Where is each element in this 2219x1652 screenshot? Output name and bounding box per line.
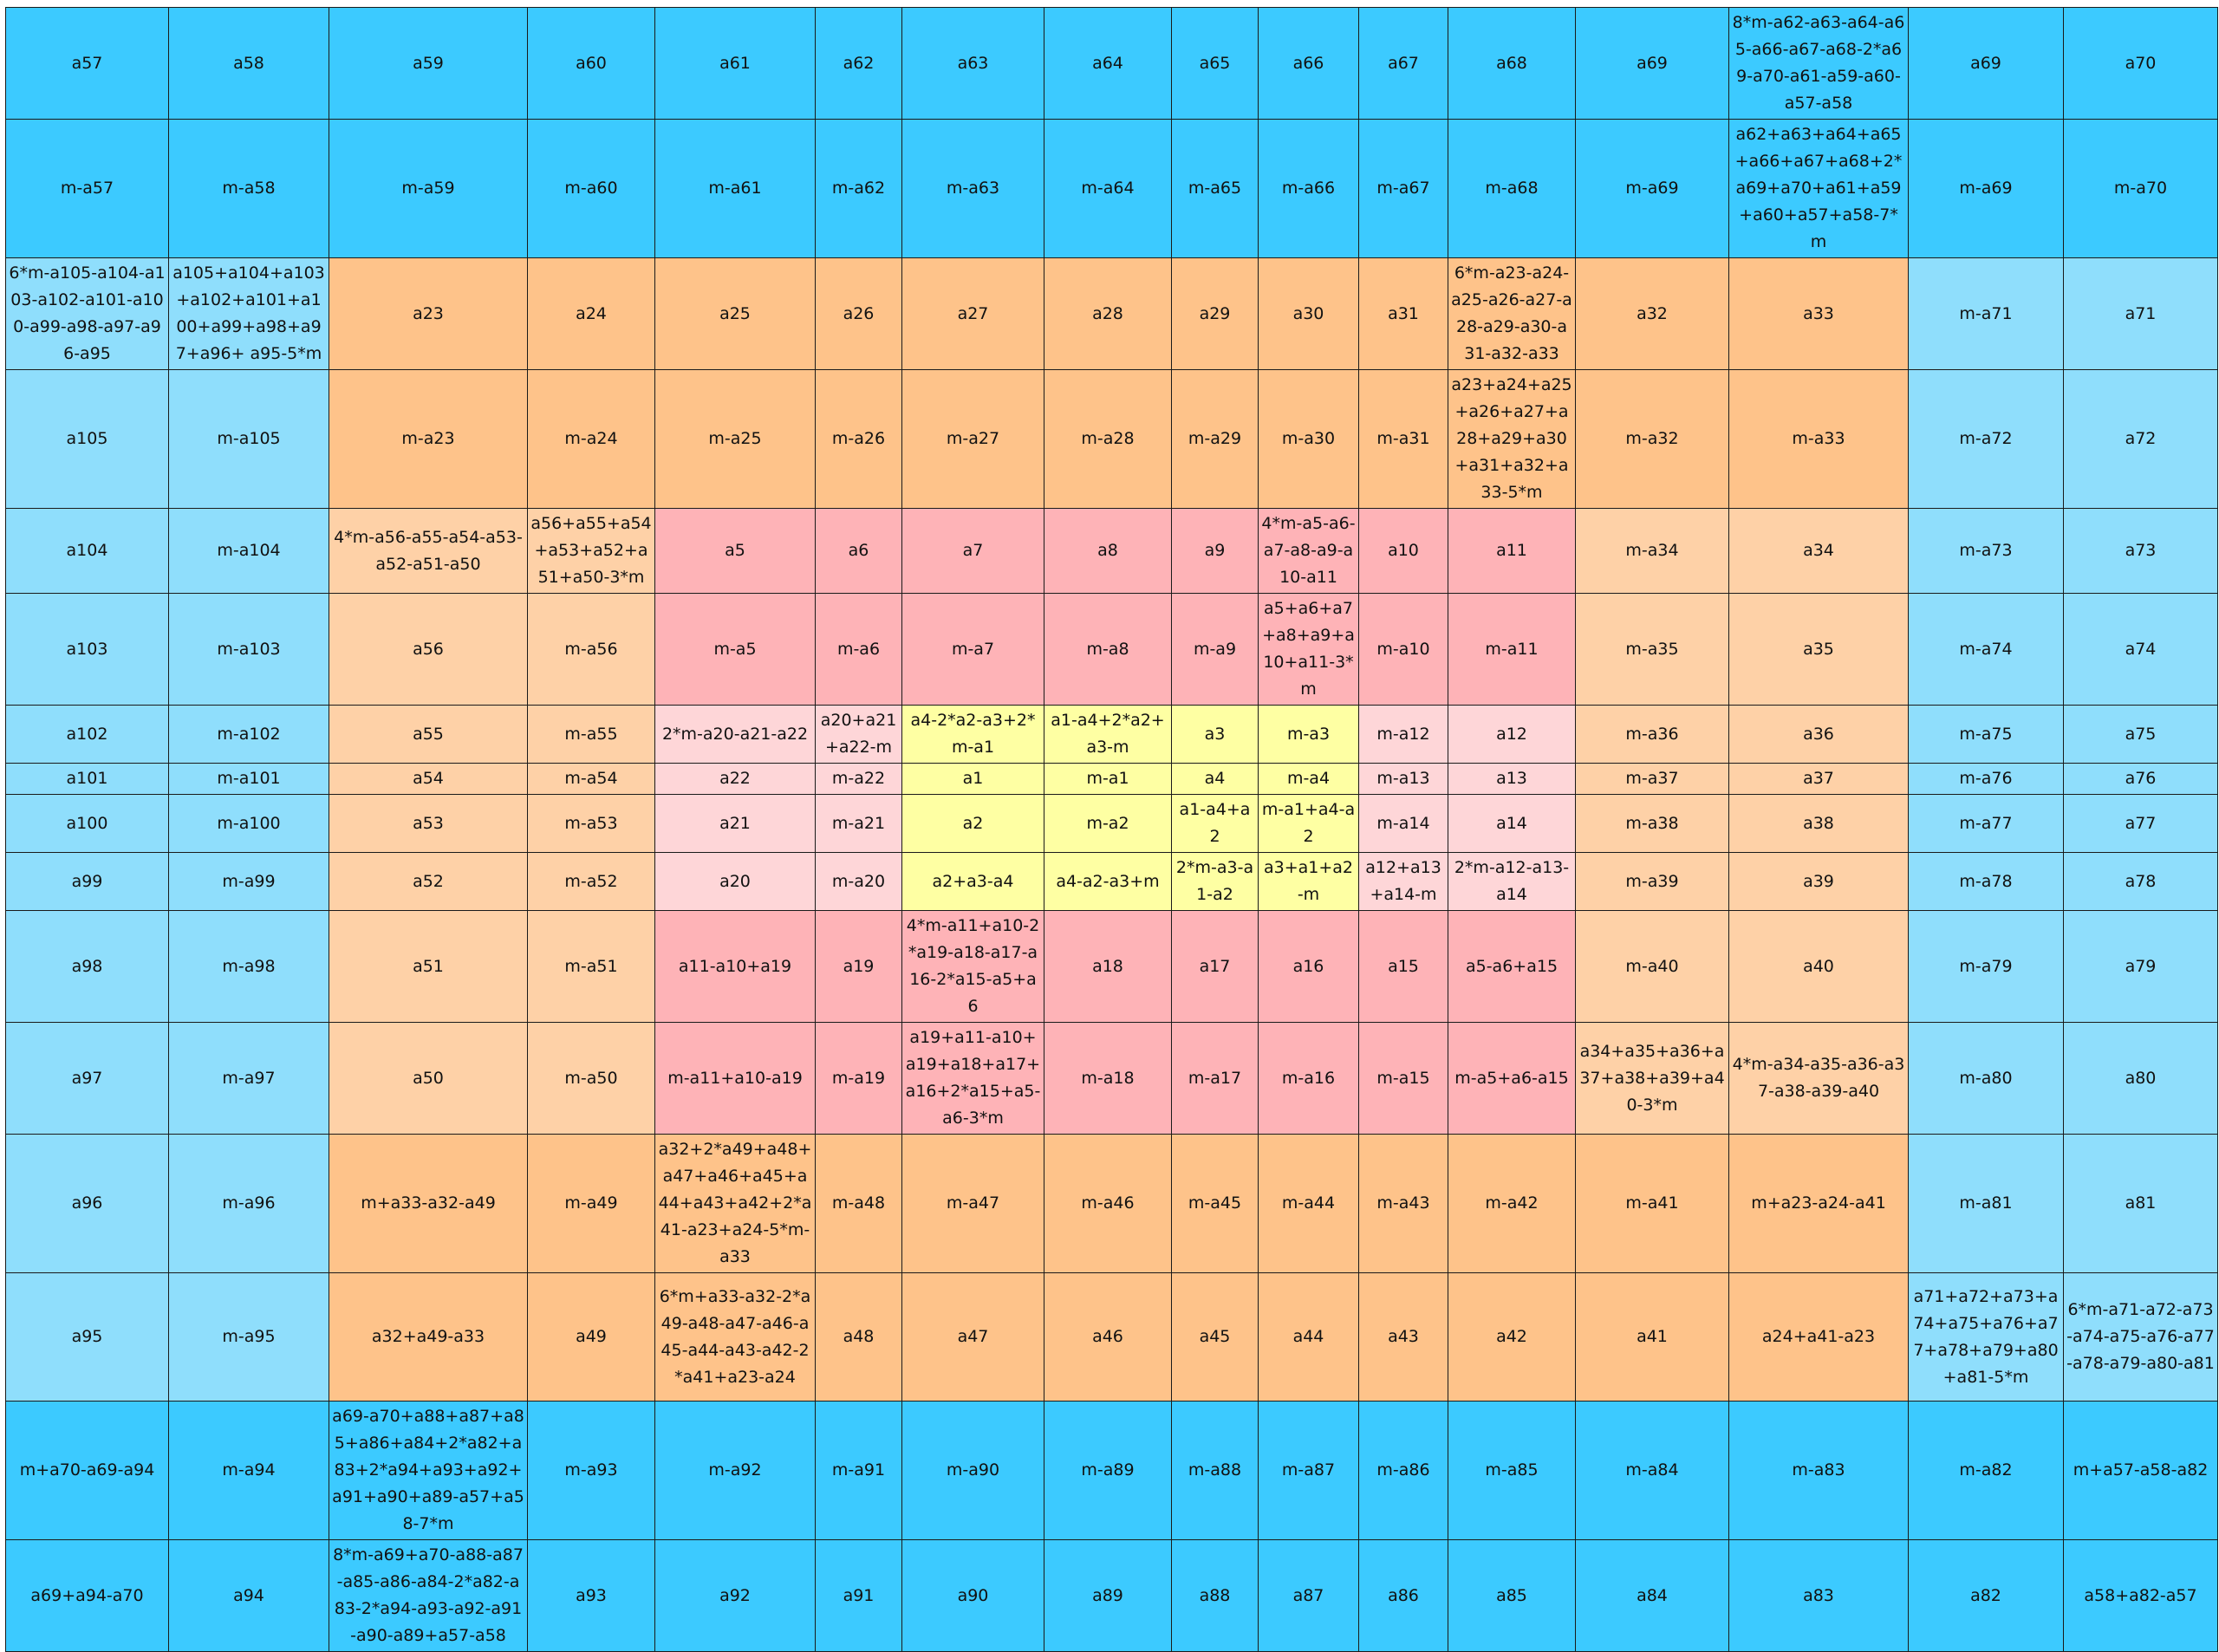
grid-cell: a59: [329, 8, 528, 120]
grid-cell: m-a88: [1172, 1402, 1259, 1540]
grid-cell: a64: [1044, 8, 1172, 120]
grid-row: [6, 1023, 2218, 1135]
grid-cell: a57: [6, 8, 169, 120]
grid-cell: a103: [6, 594, 169, 706]
grid-cell: a68: [1448, 8, 1576, 120]
grid-cell: a23+a24+a25+a26+a27+a28+a29+a30+a31+a32+a33-5*m: [1448, 370, 1576, 509]
grid-cell: m-a52: [528, 853, 655, 911]
grid-cell: a82: [1909, 1540, 2064, 1652]
grid-cell: m-a56: [528, 594, 655, 706]
grid-cell: a25: [655, 258, 816, 370]
grid-cell: a12+a13+a14-m: [1359, 853, 1448, 911]
grid-cell: m-a41: [1576, 1135, 1729, 1273]
grid-cell: m-a43: [1359, 1135, 1448, 1273]
grid-cell: a98: [6, 911, 169, 1023]
grid-cell: m-a24: [528, 370, 655, 509]
grid-cell: 6*m-a105-a104-a103-a102-a101-a100-a99-a98-a97-a96-a95: [6, 258, 169, 370]
grid-cell: a50: [329, 1023, 528, 1135]
grid-cell: a105: [6, 370, 169, 509]
grid-row: [6, 706, 2218, 764]
grid-cell: a93: [528, 1540, 655, 1652]
grid-cell: a32+a49-a33: [329, 1273, 528, 1402]
grid-cell: m-a78: [1909, 853, 2064, 911]
grid-cell: a55: [329, 706, 528, 764]
grid-cell: m-a10: [1359, 594, 1448, 706]
grid-cell: a47: [902, 1273, 1044, 1402]
grid-cell: a13: [1448, 764, 1576, 795]
grid-cell: a101: [6, 764, 169, 795]
grid-row: [6, 1273, 2218, 1402]
grid-cell: a32: [1576, 258, 1729, 370]
grid-cell: m-a59: [329, 120, 528, 258]
grid-cell: a63: [902, 8, 1044, 120]
grid-cell: 2*m-a12-a13-a14: [1448, 853, 1576, 911]
grid-cell: m-a34: [1576, 509, 1729, 594]
grid-cell: a100: [6, 795, 169, 853]
grid-cell: m-a103: [169, 594, 329, 706]
grid-cell: a85: [1448, 1540, 1576, 1652]
grid-row: [6, 853, 2218, 911]
grid-cell: m+a70-a69-a94: [6, 1402, 169, 1540]
grid-cell: m-a44: [1259, 1135, 1359, 1273]
grid-cell: m-a9: [1172, 594, 1259, 706]
grid-cell: a56: [329, 594, 528, 706]
grid-cell: a67: [1359, 8, 1448, 120]
grid-cell: a52: [329, 853, 528, 911]
grid-cell: m-a42: [1448, 1135, 1576, 1273]
grid-cell: m-a16: [1259, 1023, 1359, 1135]
grid-cell: a99: [6, 853, 169, 911]
grid-cell: m-a60: [528, 120, 655, 258]
grid-cell: m-a69: [1909, 120, 2064, 258]
grid-cell: a90: [902, 1540, 1044, 1652]
grid-cell: a6: [816, 509, 902, 594]
grid-cell: m-a70: [2064, 120, 2218, 258]
grid-cell: a33: [1729, 258, 1909, 370]
grid-row: [6, 509, 2218, 594]
grid-cell: a7: [902, 509, 1044, 594]
grid-cell: a34: [1729, 509, 1909, 594]
grid-cell: a5-a6+a15: [1448, 911, 1576, 1023]
grid-cell: m-a27: [902, 370, 1044, 509]
grid-cell: a30: [1259, 258, 1359, 370]
grid-cell: m-a65: [1172, 120, 1259, 258]
grid-cell: a94: [169, 1540, 329, 1652]
grid-cell: m-a3: [1259, 706, 1359, 764]
grid-cell: m-a97: [169, 1023, 329, 1135]
grid-cell: m-a6: [816, 594, 902, 706]
grid-cell: a58: [169, 8, 329, 120]
grid-cell: a11-a10+a19: [655, 911, 816, 1023]
grid-row: [6, 1540, 2218, 1652]
grid-cell: m-a68: [1448, 120, 1576, 258]
grid-cell: a3: [1172, 706, 1259, 764]
grid-cell: m-a29: [1172, 370, 1259, 509]
grid-cell: m-a79: [1909, 911, 2064, 1023]
grid-cell: m-a64: [1044, 120, 1172, 258]
grid-cell: a51: [329, 911, 528, 1023]
grid-cell: m-a36: [1576, 706, 1729, 764]
grid-cell: a18: [1044, 911, 1172, 1023]
grid-cell: a12: [1448, 706, 1576, 764]
grid-cell: 2*m-a3-a1-a2: [1172, 853, 1259, 911]
grid-cell: m-a82: [1909, 1402, 2064, 1540]
grid-row: [6, 911, 2218, 1023]
grid-cell: a20+a21+a22-m: [816, 706, 902, 764]
grid-cell: m-a74: [1909, 594, 2064, 706]
grid-cell: a35: [1729, 594, 1909, 706]
grid-cell: m-a67: [1359, 120, 1448, 258]
grid-cell: a56+a55+a54+a53+a52+a51+a50-3*m: [528, 509, 655, 594]
grid-cell: a37: [1729, 764, 1909, 795]
grid-row: [6, 795, 2218, 853]
grid-cell: m-a26: [816, 370, 902, 509]
grid-cell: m-a4: [1259, 764, 1359, 795]
grid-cell: m-a69: [1576, 120, 1729, 258]
grid-cell: m-a75: [1909, 706, 2064, 764]
grid-cell: a83: [1729, 1540, 1909, 1652]
grid-cell: a88: [1172, 1540, 1259, 1652]
grid-cell: m-a102: [169, 706, 329, 764]
grid-cell: m-a33: [1729, 370, 1909, 509]
grid-cell: m-a25: [655, 370, 816, 509]
grid-cell: m-a76: [1909, 764, 2064, 795]
grid-cell: a31: [1359, 258, 1448, 370]
grid-cell: m-a49: [528, 1135, 655, 1273]
grid-cell: m-a58: [169, 120, 329, 258]
grid-row: [6, 1402, 2218, 1540]
grid-cell: a20: [655, 853, 816, 911]
grid-cell: a24+a41-a23: [1729, 1273, 1909, 1402]
grid-cell: a27: [902, 258, 1044, 370]
grid-cell: m-a96: [169, 1135, 329, 1273]
grid-cell: a71+a72+a73+a74+a75+a76+a77+a78+a79+a80+a81-5*m: [1909, 1273, 2064, 1402]
grid-cell: a36: [1729, 706, 1909, 764]
grid-cell: m-a77: [1909, 795, 2064, 853]
grid-cell: a65: [1172, 8, 1259, 120]
grid-cell: m-a37: [1576, 764, 1729, 795]
grid-cell: m-a84: [1576, 1402, 1729, 1540]
grid-cell: a69-a70+a88+a87+a85+a86+a84+2*a82+a83+2*a94+a93+a92+a91+a90+a89-a57+a58-7*m: [329, 1402, 528, 1540]
grid-cell: m-a15: [1359, 1023, 1448, 1135]
grid-cell: m-a53: [528, 795, 655, 853]
grid-cell: a2: [902, 795, 1044, 853]
grid-cell: m-a32: [1576, 370, 1729, 509]
grid-cell: m-a73: [1909, 509, 2064, 594]
grid-cell: m-a23: [329, 370, 528, 509]
grid-cell: a17: [1172, 911, 1259, 1023]
grid-cell: m-a38: [1576, 795, 1729, 853]
grid-cell: a73: [2064, 509, 2218, 594]
grid-cell: m-a89: [1044, 1402, 1172, 1540]
grid-cell: a34+a35+a36+a37+a38+a39+a40-3*m: [1576, 1023, 1729, 1135]
grid-cell: a3+a1+a2-m: [1259, 853, 1359, 911]
grid-cell: a84: [1576, 1540, 1729, 1652]
grid-cell: m-a12: [1359, 706, 1448, 764]
grid-cell: m-a71: [1909, 258, 2064, 370]
grid-cell: 8*m-a69+a70-a88-a87-a85-a86-a84-2*a82-a83-2*a94-a93-a92-a91-a90-a89+a57-a58: [329, 1540, 528, 1652]
grid-cell: a2+a3-a4: [902, 853, 1044, 911]
grid-cell: m-a18: [1044, 1023, 1172, 1135]
grid-cell: m-a62: [816, 120, 902, 258]
grid-cell: a58+a82-a57: [2064, 1540, 2218, 1652]
grid-cell: m-a8: [1044, 594, 1172, 706]
grid-cell: m-a95: [169, 1273, 329, 1402]
grid-cell: a53: [329, 795, 528, 853]
grid-cell: m-a2: [1044, 795, 1172, 853]
grid-cell: a19+a11-a10+a19+a18+a17+a16+2*a15+a5-a6-3*m: [902, 1023, 1044, 1135]
grid-cell: m-a55: [528, 706, 655, 764]
grid-cell: m-a99: [169, 853, 329, 911]
grid-cell: m-a105: [169, 370, 329, 509]
grid-cell: a23: [329, 258, 528, 370]
grid-cell: m-a92: [655, 1402, 816, 1540]
grid-cell: 4*m-a56-a55-a54-a53-a52-a51-a50: [329, 509, 528, 594]
grid-cell: a1: [902, 764, 1044, 795]
grid-cell: a74: [2064, 594, 2218, 706]
grid-cell: a41: [1576, 1273, 1729, 1402]
grid-cell: a69+a94-a70: [6, 1540, 169, 1652]
grid-cell: a69: [1576, 8, 1729, 120]
grid-cell: a39: [1729, 853, 1909, 911]
grid-cell: a1-a4+2*a2+a3-m: [1044, 706, 1172, 764]
grid-row: [6, 594, 2218, 706]
grid-cell: a76: [2064, 764, 2218, 795]
grid-row: [6, 8, 2218, 120]
grid-cell: a19: [816, 911, 902, 1023]
grid-cell: m-a1+a4-a2: [1259, 795, 1359, 853]
grid-cell: a5+a6+a7+a8+a9+a10+a11-3*m: [1259, 594, 1359, 706]
grid-cell: a8: [1044, 509, 1172, 594]
grid-cell: 6*m-a23-a24-a25-a26-a27-a28-a29-a30-a31-a32-a33: [1448, 258, 1576, 370]
grid-cell: m-a5: [655, 594, 816, 706]
grid-row: [6, 120, 2218, 258]
grid-cell: m-a20: [816, 853, 902, 911]
grid-cell: m-a81: [1909, 1135, 2064, 1273]
grid-cell: a16: [1259, 911, 1359, 1023]
grid-cell: a4-a2-a3+m: [1044, 853, 1172, 911]
grid-cell: m+a23-a24-a41: [1729, 1135, 1909, 1273]
grid-cell: m+a57-a58-a82: [2064, 1402, 2218, 1540]
grid-cell: a92: [655, 1540, 816, 1652]
grid-cell: a96: [6, 1135, 169, 1273]
grid-cell: a89: [1044, 1540, 1172, 1652]
grid-row: [6, 1135, 2218, 1273]
grid-cell: m-a104: [169, 509, 329, 594]
grid-cell: 6*m+a33-a32-2*a49-a48-a47-a46-a45-a44-a43-a42-2*a41+a23-a24: [655, 1273, 816, 1402]
magic-square-sheet: [5, 7, 2218, 1652]
grid-cell: a45: [1172, 1273, 1259, 1402]
grid-cell: a4-2*a2-a3+2*m-a1: [902, 706, 1044, 764]
grid-cell: a29: [1172, 258, 1259, 370]
magic-square-grid: [5, 7, 2218, 1652]
grid-cell: 6*m-a71-a72-a73-a74-a75-a76-a77-a78-a79-a80-a81: [2064, 1273, 2218, 1402]
grid-cell: m-a90: [902, 1402, 1044, 1540]
grid-cell: a62+a63+a64+a65+a66+a67+a68+2*a69+a70+a61+a59+a60+a57+a58-7*m: [1729, 120, 1909, 258]
grid-cell: a14: [1448, 795, 1576, 853]
grid-cell: a79: [2064, 911, 2218, 1023]
grid-cell: m-a40: [1576, 911, 1729, 1023]
grid-cell: a62: [816, 8, 902, 120]
grid-cell: a71: [2064, 258, 2218, 370]
grid-cell: m-a46: [1044, 1135, 1172, 1273]
grid-cell: a49: [528, 1273, 655, 1402]
grid-row: [6, 258, 2218, 370]
grid-cell: a102: [6, 706, 169, 764]
grid-cell: m-a98: [169, 911, 329, 1023]
grid-cell: m-a100: [169, 795, 329, 853]
grid-cell: m-a7: [902, 594, 1044, 706]
grid-cell: a86: [1359, 1540, 1448, 1652]
grid-cell: a24: [528, 258, 655, 370]
grid-cell: a26: [816, 258, 902, 370]
grid-cell: a61: [655, 8, 816, 120]
grid-cell: m-a85: [1448, 1402, 1576, 1540]
grid-cell: 8*m-a62-a63-a64-a65-a66-a67-a68-2*a69-a70-a61-a59-a60-a57-a58: [1729, 8, 1909, 120]
grid-cell: a87: [1259, 1540, 1359, 1652]
grid-cell: 4*m-a34-a35-a36-a37-a38-a39-a40: [1729, 1023, 1909, 1135]
grid-cell: m-a63: [902, 120, 1044, 258]
grid-cell: a42: [1448, 1273, 1576, 1402]
grid-cell: a54: [329, 764, 528, 795]
grid-cell: a43: [1359, 1273, 1448, 1402]
grid-cell: m-a1: [1044, 764, 1172, 795]
grid-cell: m-a83: [1729, 1402, 1909, 1540]
grid-cell: a28: [1044, 258, 1172, 370]
grid-cell: m-a19: [816, 1023, 902, 1135]
grid-cell: a10: [1359, 509, 1448, 594]
grid-cell: a97: [6, 1023, 169, 1135]
grid-cell: m-a101: [169, 764, 329, 795]
grid-cell: a21: [655, 795, 816, 853]
grid-cell: m-a17: [1172, 1023, 1259, 1135]
grid-row: [6, 764, 2218, 795]
grid-cell: m-a22: [816, 764, 902, 795]
grid-cell: m-a50: [528, 1023, 655, 1135]
grid-cell: m-a5+a6-a15: [1448, 1023, 1576, 1135]
grid-cell: m-a35: [1576, 594, 1729, 706]
grid-cell: 4*m-a5-a6-a7-a8-a9-a10-a11: [1259, 509, 1359, 594]
grid-cell: m-a61: [655, 120, 816, 258]
grid-cell: a48: [816, 1273, 902, 1402]
grid-cell: a9: [1172, 509, 1259, 594]
grid-cell: m-a87: [1259, 1402, 1359, 1540]
grid-cell: m-a54: [528, 764, 655, 795]
grid-cell: a81: [2064, 1135, 2218, 1273]
grid-row: [6, 370, 2218, 509]
grid-cell: m-a66: [1259, 120, 1359, 258]
grid-cell: m-a48: [816, 1135, 902, 1273]
grid-cell: a40: [1729, 911, 1909, 1023]
grid-cell: m-a11: [1448, 594, 1576, 706]
grid-cell: a75: [2064, 706, 2218, 764]
grid-cell: m-a72: [1909, 370, 2064, 509]
grid-cell: a38: [1729, 795, 1909, 853]
grid-cell: m-a57: [6, 120, 169, 258]
grid-cell: a95: [6, 1273, 169, 1402]
grid-cell: a104: [6, 509, 169, 594]
grid-cell: a32+2*a49+a48+a47+a46+a45+a44+a43+a42+2*a41-a23+a24-5*m-a33: [655, 1135, 816, 1273]
grid-cell: a78: [2064, 853, 2218, 911]
grid-cell: m-a94: [169, 1402, 329, 1540]
grid-cell: m-a47: [902, 1135, 1044, 1273]
grid-cell: 4*m-a11+a10-2*a19-a18-a17-a16-2*a15-a5+a6: [902, 911, 1044, 1023]
grid-cell: m+a33-a32-a49: [329, 1135, 528, 1273]
grid-cell: a44: [1259, 1273, 1359, 1402]
grid-cell: a11: [1448, 509, 1576, 594]
grid-cell: m-a39: [1576, 853, 1729, 911]
grid-cell: m-a21: [816, 795, 902, 853]
grid-cell: a72: [2064, 370, 2218, 509]
grid-cell: a77: [2064, 795, 2218, 853]
grid-cell: m-a30: [1259, 370, 1359, 509]
grid-cell: a5: [655, 509, 816, 594]
grid-cell: a80: [2064, 1023, 2218, 1135]
grid-cell: a4: [1172, 764, 1259, 795]
grid-cell: m-a28: [1044, 370, 1172, 509]
grid-cell: a1-a4+a2: [1172, 795, 1259, 853]
grid-cell: a91: [816, 1540, 902, 1652]
grid-cell: a66: [1259, 8, 1359, 120]
grid-cell: m-a11+a10-a19: [655, 1023, 816, 1135]
grid-cell: a105+a104+a103+a102+a101+a100+a99+a98+a97+a96+ a95-5*m: [169, 258, 329, 370]
grid-cell: m-a13: [1359, 764, 1448, 795]
grid-cell: a15: [1359, 911, 1448, 1023]
grid-cell: m-a93: [528, 1402, 655, 1540]
grid-cell: m-a86: [1359, 1402, 1448, 1540]
grid-cell: a46: [1044, 1273, 1172, 1402]
grid-cell: m-a91: [816, 1402, 902, 1540]
grid-cell: m-a45: [1172, 1135, 1259, 1273]
grid-cell: a69: [1909, 8, 2064, 120]
grid-cell: 2*m-a20-a21-a22: [655, 706, 816, 764]
grid-cell: m-a14: [1359, 795, 1448, 853]
grid-cell: a22: [655, 764, 816, 795]
grid-cell: m-a51: [528, 911, 655, 1023]
grid-cell: a60: [528, 8, 655, 120]
grid-cell: m-a80: [1909, 1023, 2064, 1135]
grid-cell: a70: [2064, 8, 2218, 120]
grid-cell: m-a31: [1359, 370, 1448, 509]
